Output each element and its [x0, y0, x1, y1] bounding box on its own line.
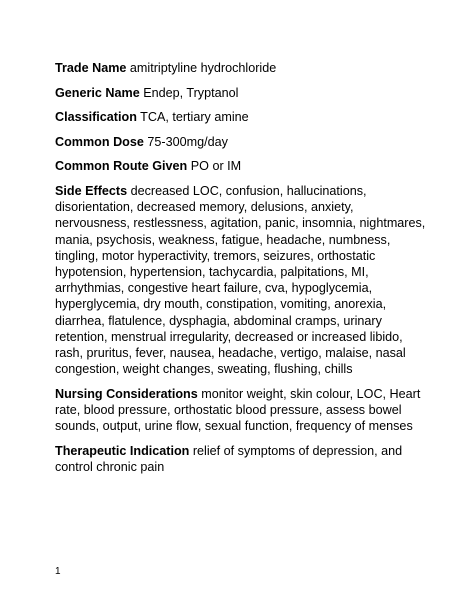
field-label: Nursing Considerations	[55, 386, 198, 401]
field-value: PO or IM	[190, 159, 242, 174]
field-value: monitor weight, skin colour, LOC, Heart rate, blood pressure, orthostatic blood pressure, assess bowel sounds, output, urine flow, sexual function, frequency of menses	[55, 386, 421, 434]
page-number: 1	[55, 566, 61, 577]
field-label: Common Dose	[55, 134, 144, 149]
field-trade-name	[55, 60, 427, 76]
field-value: decreased LOC, confusion, hallucinations, disorientation, decreased memory, delusions, anxiety, nervousness, restlessness, agitation, panic, insomnia, nightmares, mania, psychosis, weakness, fatigue, headache, numbness, tingling, motor hyperactivity, tremors, seizures, orthostatic hypotension, hypertension, tachycardia, palpitations, MI, arrhythmias, congestive heart failure, cva, hypoglycemia, hyperglycemia, dry mouth, constipation, vomiting, anorexia, diarrhea, flatulence, dysphagia, abdominal cramps, urinary retention, menstrual irregularity, decreased or increased libido, rash, pruritus, fever, nausea, headache, vertigo, malaise, nasal congestion, weight changes, sweating, flushing, chills	[55, 183, 426, 377]
field-value: amitriptyline hydrochloride	[129, 61, 277, 75]
field-label: Common Route Given	[55, 159, 188, 174]
field-label: Side Effects	[55, 183, 128, 198]
field-common-dose	[55, 134, 427, 150]
field-nursing-considerations	[55, 386, 427, 435]
field-label: Therapeutic Indication	[55, 443, 190, 458]
field-label: Generic Name	[55, 85, 140, 100]
field-value: TCA, tertiary amine	[140, 110, 249, 125]
field-value: 75-300mg/day	[147, 134, 228, 149]
field-side-effects	[55, 183, 427, 377]
drug-card	[55, 60, 427, 484]
field-therapeutic-indication	[55, 443, 427, 475]
field-generic-name	[55, 85, 427, 101]
field-classification	[55, 109, 427, 125]
field-label: Trade Name	[55, 61, 127, 75]
field-label: Classification	[55, 110, 137, 125]
field-common-route	[55, 158, 427, 174]
field-value: Endep, Tryptanol	[143, 85, 239, 100]
field-value: relief of symptoms of depression, and control chronic pain	[55, 443, 403, 474]
